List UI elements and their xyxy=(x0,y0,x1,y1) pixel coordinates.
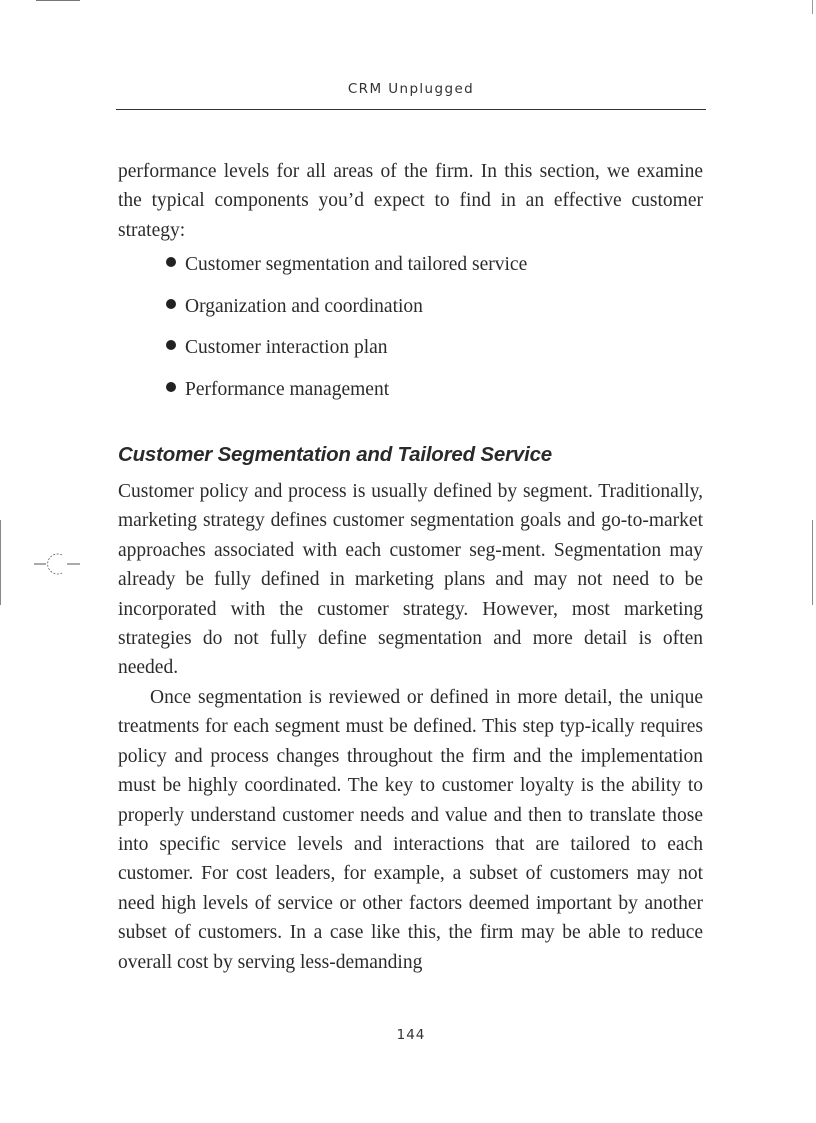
list-item xyxy=(166,333,527,375)
running-head: CRM Unplugged xyxy=(347,81,475,97)
body-paragraph: Customer policy and process is usually defined by segment. Traditionally, marketing strategy defines customer segmentation goals and go-to-market approaches associated with each customer seg-ment. Segmentation may already be fully defined in marketing plans and may not need to be incorporated with the customer strategy. However, most marketing strategies do not fully define segmentation and more detail is often needed. xyxy=(118,481,703,679)
list-item xyxy=(166,250,527,292)
component-list xyxy=(166,250,527,416)
intro-paragraph: performance levels for all areas of the firm. In this section, we examine the typical components you’d expect to find in an effective customer strategy: xyxy=(118,161,703,241)
bullet-icon xyxy=(166,299,176,309)
body-paragraph: Once segmentation is reviewed or defined in more detail, the unique treatments for each segment must be defined. This step typ-ically requires policy and process changes throughout the firm and the implementation must be highly coordinated. The key to customer loyalty is the ability to properly understand customer needs and value and then to translate those into specific service levels and interactions that are tailored to each customer. For cost leaders, for example, a subset of customers may not need high levels of service or other factors deemed important by another subset of customers. In a case like this, the firm may be able to reduce overall cost by serving less-demanding xyxy=(118,687,703,973)
trim-line-left xyxy=(0,520,1,605)
bullet-icon xyxy=(166,257,176,267)
crop-mark-right-top xyxy=(812,0,813,14)
list-item xyxy=(166,292,527,334)
list-item xyxy=(166,375,527,417)
trim-line-right xyxy=(812,520,813,605)
bullet-icon xyxy=(166,340,176,350)
header-rule xyxy=(116,109,706,110)
page-number: 144 xyxy=(396,1027,426,1043)
registration-mark-icon xyxy=(34,550,80,578)
list-item-label: Organization and coordination xyxy=(185,295,423,317)
section-heading: Customer Segmentation and Tailored Service xyxy=(118,443,552,466)
bullet-icon xyxy=(166,382,176,392)
crop-mark-top xyxy=(36,0,80,1)
list-item-label: Customer segmentation and tailored service xyxy=(185,254,528,275)
list-item-label: Performance management xyxy=(185,378,390,400)
list-item-label: Customer interaction plan xyxy=(185,337,388,358)
